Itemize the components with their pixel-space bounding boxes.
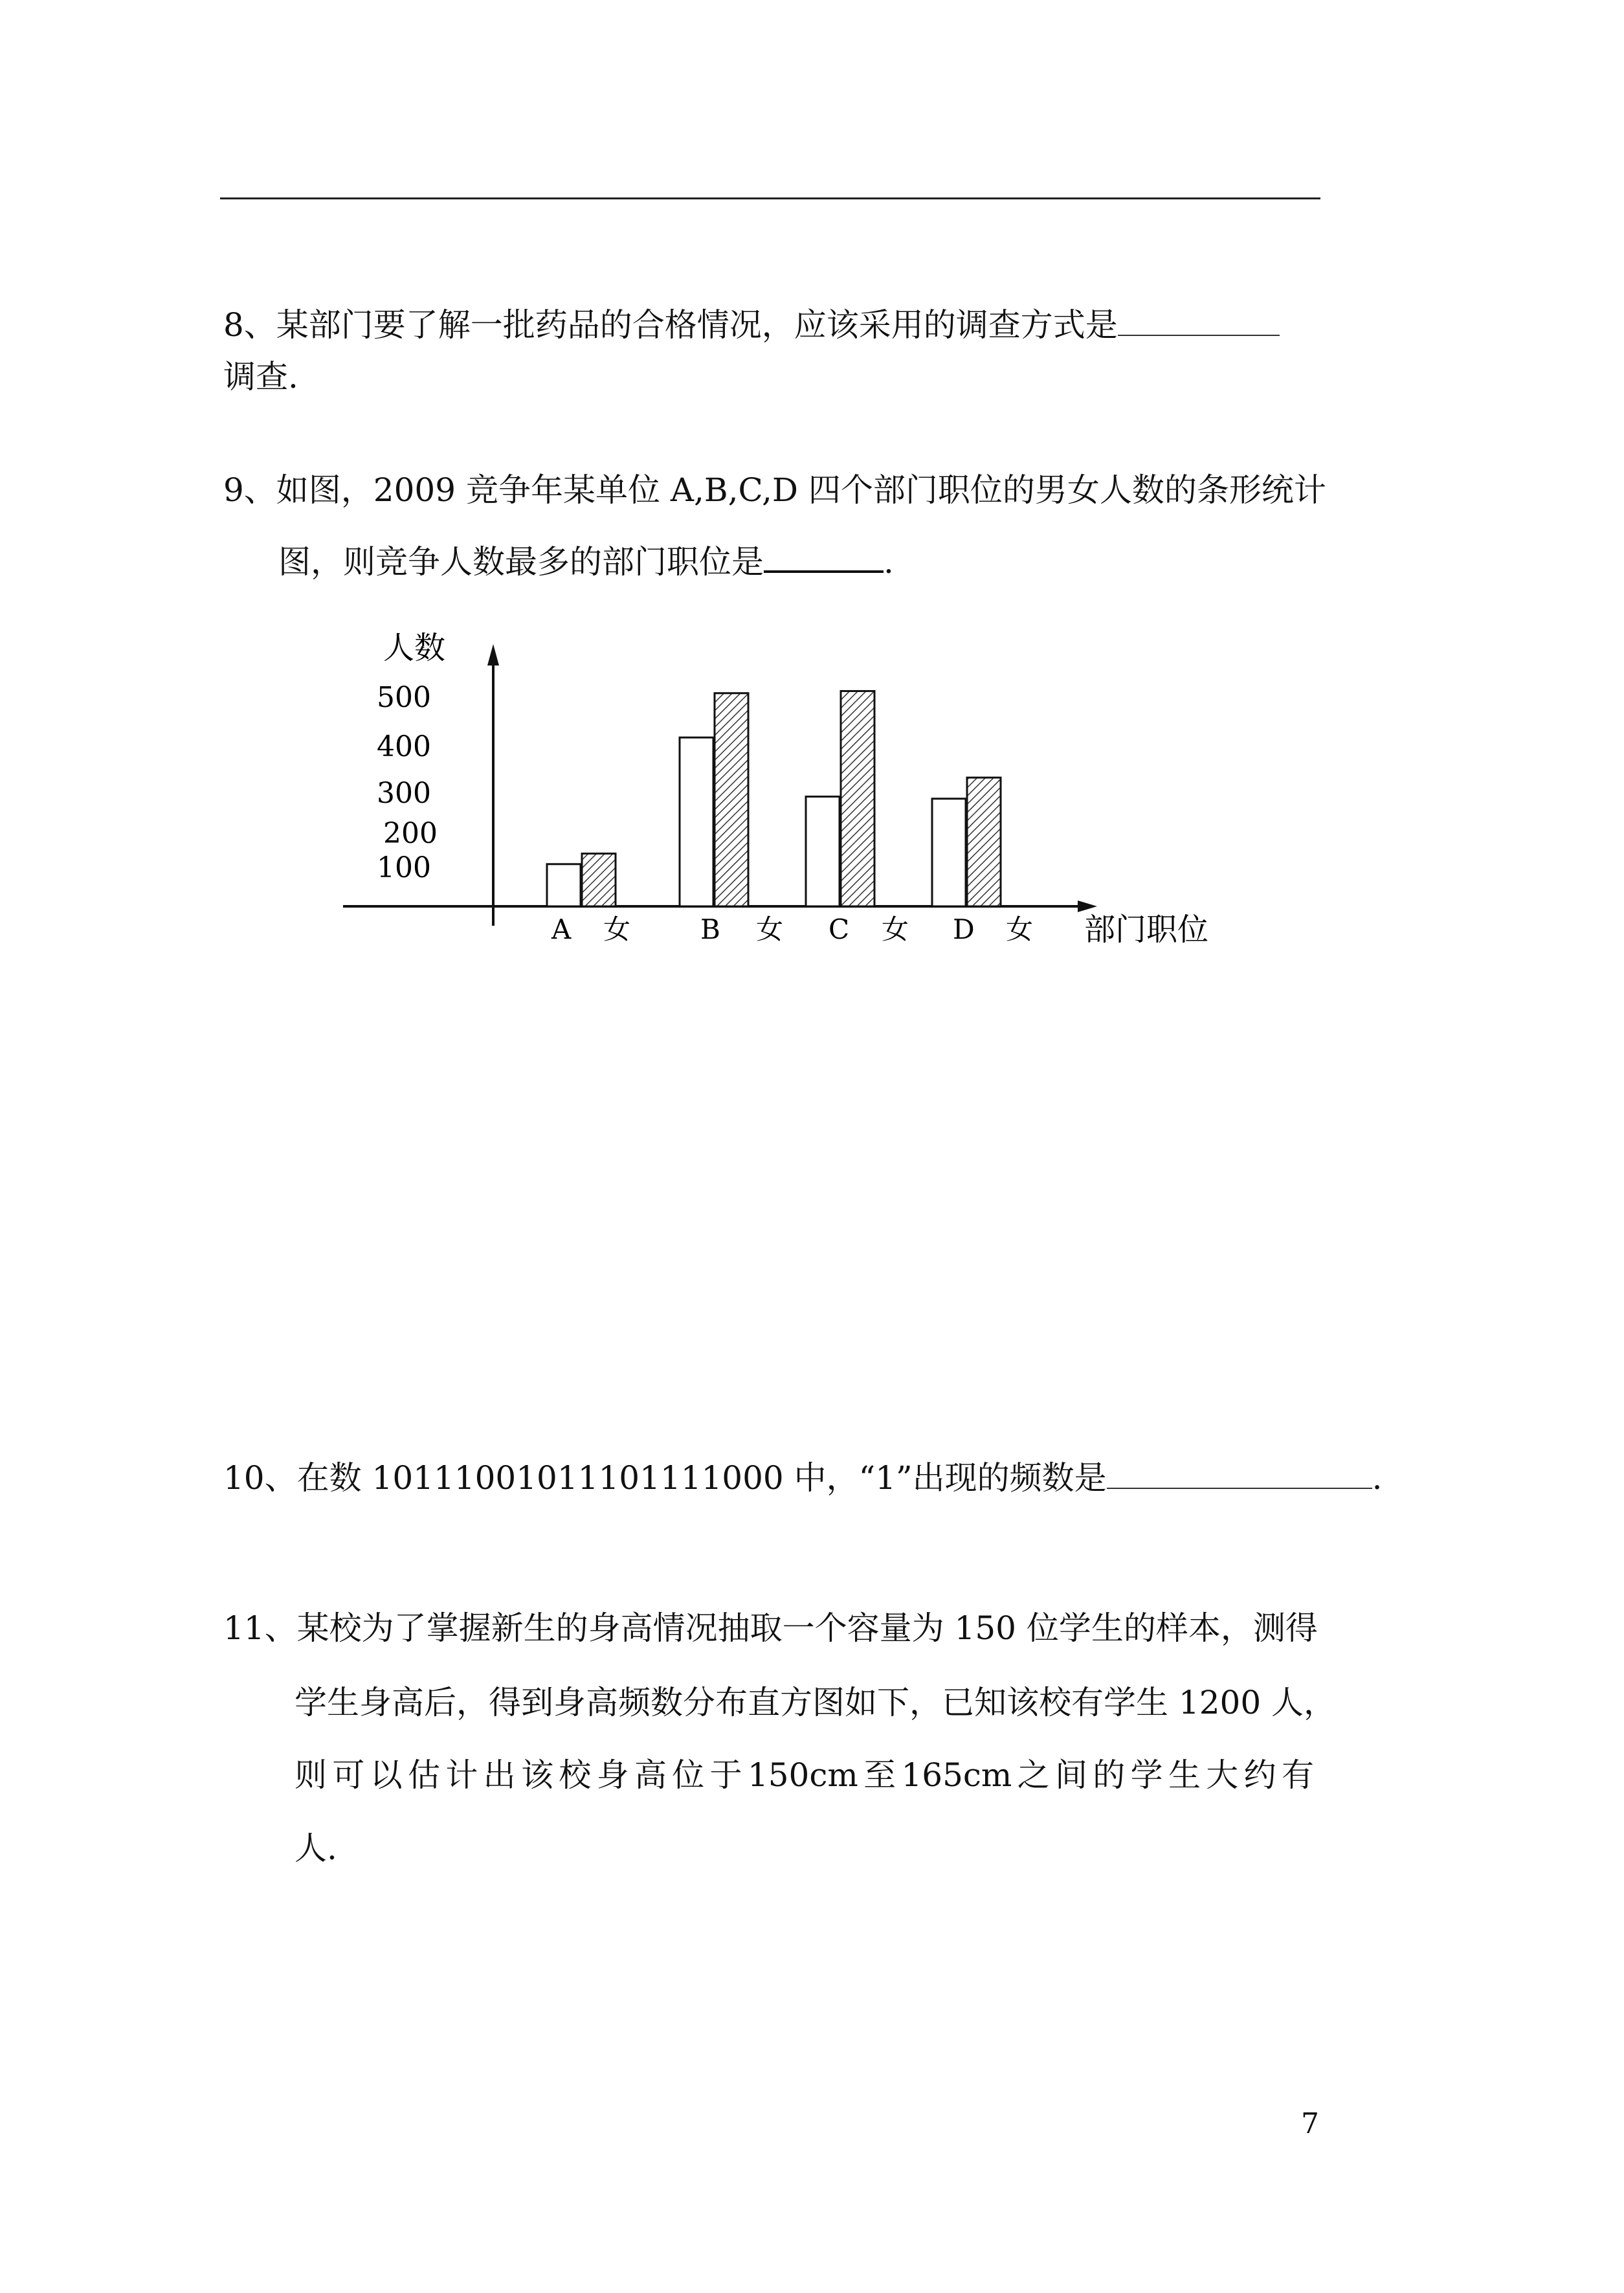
q8-text: 8、某部门要了解一批药品的合格情况，应该采用的调查方式是 bbox=[223, 306, 1118, 344]
q11-line3-word: 生 bbox=[1168, 1756, 1201, 1794]
bar-b-male bbox=[680, 737, 713, 906]
q10-line bbox=[223, 1459, 1382, 1497]
bar-chart bbox=[324, 615, 1243, 952]
bar-b-female bbox=[715, 693, 748, 906]
q9-line2 bbox=[278, 542, 894, 581]
q10-text: 10、在数 10111001011101111000 中，“1”出现的频数是 bbox=[223, 1459, 1107, 1497]
q11-line2: 学生身高后，得到身高频数分布直方图如下，已知该校有学生 1200 人， bbox=[295, 1684, 1337, 1721]
q11-line3-word: 至 bbox=[863, 1756, 896, 1794]
q11-line3-word: 于 bbox=[709, 1756, 742, 1794]
q11-line3-word: 计 bbox=[445, 1756, 478, 1794]
bar-a-male bbox=[547, 864, 581, 906]
q9-line1: 9、如图，2009 竞争年某单位 A,B,C,D 四个部门职位的男女人数的条形统计 bbox=[223, 471, 1326, 509]
page-number: 7 bbox=[1301, 2107, 1319, 2140]
bar-d-female bbox=[967, 777, 1001, 906]
q11-line3-word: 该 bbox=[520, 1756, 553, 1794]
q9-period: . bbox=[884, 543, 894, 581]
q11-line3-word: 约 bbox=[1243, 1756, 1276, 1794]
q11-line3 bbox=[295, 1756, 1314, 1795]
y-tick-label: 300 bbox=[377, 777, 431, 810]
q11-line3-word: 可 bbox=[332, 1756, 365, 1794]
q8-line1 bbox=[223, 306, 1280, 344]
q11-line3-word: 间 bbox=[1054, 1756, 1087, 1794]
q11-line3-word: 150cm bbox=[747, 1756, 858, 1794]
q11-line3-word: 则 bbox=[295, 1756, 327, 1794]
x-tick-label: 女 bbox=[756, 913, 784, 945]
header-rule bbox=[220, 197, 1320, 199]
bar-c-male bbox=[806, 796, 840, 906]
chart-labels bbox=[377, 630, 1208, 948]
q10-period: . bbox=[1372, 1459, 1383, 1497]
y-axis-arrow bbox=[487, 644, 499, 666]
q11-line3-word: 大 bbox=[1206, 1756, 1239, 1794]
bar-d-male bbox=[932, 799, 966, 906]
x-tick-label: B bbox=[700, 913, 720, 945]
bar-a-female bbox=[582, 854, 616, 907]
y-axis-title: 人数 bbox=[383, 630, 446, 666]
q11-line3-word: 的 bbox=[1093, 1756, 1126, 1794]
x-tick-label: C bbox=[829, 913, 850, 945]
q11-line3-word: 165cm bbox=[901, 1756, 1012, 1794]
x-tick-label: A bbox=[551, 913, 572, 945]
q11-line3-word: 位 bbox=[672, 1756, 705, 1794]
q10-answer-blank[interactable] bbox=[1107, 1459, 1372, 1489]
q11-line3-word: 学 bbox=[1130, 1756, 1163, 1794]
q11-line3-word: 高 bbox=[634, 1756, 667, 1794]
y-tick-label: 400 bbox=[377, 730, 431, 763]
q11-line3-word: 之 bbox=[1017, 1756, 1050, 1794]
x-tick-label: D bbox=[953, 913, 975, 945]
q11-line1: 11、某校为了掌握新生的身高情况抽取一个容量为 150 位学生的样本，测得 bbox=[223, 1609, 1318, 1647]
q11-line3-word: 估 bbox=[407, 1756, 440, 1794]
y-tick-label: 500 bbox=[377, 681, 431, 714]
q8-answer-blank[interactable] bbox=[1118, 306, 1280, 336]
q11-line4: 人. bbox=[295, 1829, 337, 1867]
x-tick-label: 女 bbox=[882, 913, 909, 945]
x-axis-title: 部门职位 bbox=[1084, 912, 1209, 948]
q9-answer-blank[interactable] bbox=[764, 542, 884, 573]
bar-c-female bbox=[841, 691, 874, 906]
q11-line3-word: 以 bbox=[370, 1756, 403, 1794]
q11-line3-word: 有 bbox=[1281, 1756, 1314, 1794]
x-tick-label: 女 bbox=[1006, 913, 1034, 945]
q11-line3-word: 身 bbox=[596, 1756, 629, 1794]
q9-text: 图，则竞争人数最多的部门职位是 bbox=[278, 543, 764, 581]
q11-line3-word: 出 bbox=[483, 1756, 516, 1794]
q11-line3-word: 校 bbox=[559, 1756, 592, 1794]
y-tick-label: 100 bbox=[377, 851, 431, 884]
x-axis-arrow bbox=[1078, 900, 1097, 912]
x-tick-label: 女 bbox=[603, 913, 631, 945]
chart-bars bbox=[547, 691, 1001, 906]
q8-line2: 调查. bbox=[223, 358, 298, 396]
y-tick-label: 200 bbox=[383, 817, 438, 850]
